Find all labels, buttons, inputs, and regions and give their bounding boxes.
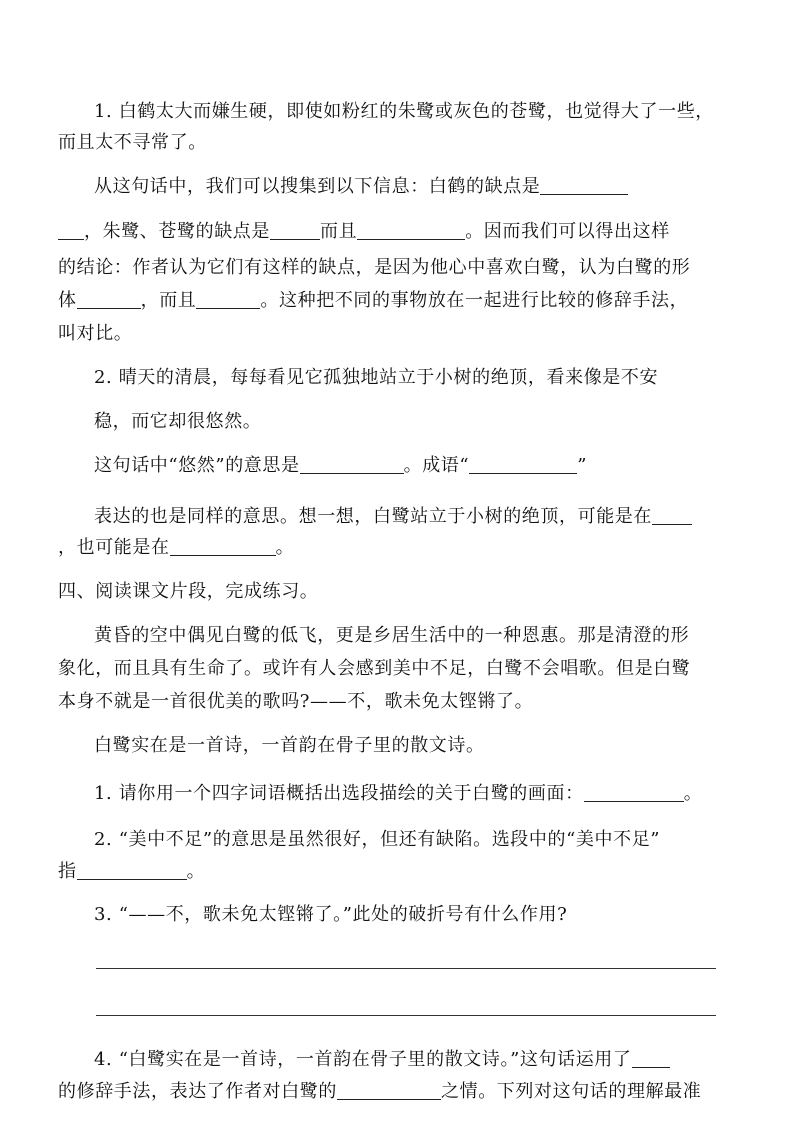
answer-blank-possibility-1[interactable] — [652, 506, 692, 525]
s4-q2-text: 指 — [58, 861, 77, 882]
answer-blank-flaw-refers[interactable] — [77, 861, 187, 880]
q2-text-a: 这句话中“悠然”的意思是 — [94, 455, 300, 476]
answer-blank-egret-trait[interactable] — [196, 290, 260, 309]
q1-prompt-line2 — [58, 218, 670, 246]
s4-q3: 3. “——不，歌未免太铿锵了。”此处的破折号有什么作用? — [94, 904, 568, 925]
q1-text-f: 。这种把不同的事物放在一起进行比较的修辞手法， — [260, 290, 689, 311]
q1-stem-line2: 而且太不寻常了。 — [58, 132, 207, 153]
q1-prompt-line1 — [94, 173, 628, 201]
passage-line-3: 本身不就是一首很优美的歌吗?——不，歌未免太铿锵了。 — [58, 691, 534, 712]
s4-q4-text-c: 之情。下列对这句话的理解最准 — [441, 1081, 702, 1102]
q2-stem-line1: 2. 晴天的清晨，每每看见它孤独地站立于小树的绝顶，看来像是不安 — [94, 367, 659, 388]
q2-prompt-line2 — [94, 503, 692, 531]
q2-text-c: ” — [577, 455, 588, 476]
s4-q1-text: 1. 请你用一个四字词语概括出选段描绘的关于白鹭的画面： — [94, 783, 584, 804]
q2-stem-line2: 稳，而它却很悠然。 — [94, 411, 262, 432]
q1-prompt-line5: 叫对比。 — [58, 323, 133, 344]
s4-q2-end: 。 — [186, 861, 206, 882]
q2-text-e: ，也可能是在 — [58, 537, 170, 558]
q2-prompt-line1 — [94, 452, 587, 480]
answer-line-1[interactable] — [96, 968, 716, 969]
s4-q1 — [94, 780, 702, 808]
q2-text-f: 。 — [275, 537, 295, 558]
answer-blank-rhetoric[interactable] — [632, 1049, 670, 1068]
q2-text-b: 。成语“ — [403, 455, 470, 476]
answer-blank-idiom[interactable] — [469, 455, 577, 474]
s4-q4-line1 — [94, 1046, 670, 1074]
q1-text-c: 。因而我们可以得出这样 — [465, 221, 670, 242]
q1-prompt-text: 从这句话中，我们可以搜集到以下信息：白鹤的缺点是 — [94, 176, 541, 197]
answer-blank-crane-flaw-cont[interactable] — [58, 221, 84, 240]
answer-blank-youran-meaning[interactable] — [300, 455, 404, 474]
answer-blank-ibis-flaw-2[interactable] — [357, 221, 465, 240]
answer-blank-crane-flaw[interactable] — [540, 176, 628, 195]
answer-blank-ibis-flaw-1[interactable] — [270, 221, 320, 240]
s4-q2-line2 — [58, 858, 205, 886]
q1-prompt-line3: 的结论：作者认为它们有这样的缺点，是因为他心中喜欢白鹭，认为白鹭的形 — [58, 257, 691, 278]
s4-q2-line1: 2. “美中不足”的意思是虽然很好，但还有缺陷。选段中的“美中不足” — [94, 829, 661, 850]
q1-stem-line1: 1. 白鹤太大而嫌生硬，即使如粉红的朱鹭或灰色的苍鹭，也觉得大了一些， — [94, 101, 714, 122]
section4-heading: 四、阅读课文片段，完成练习。 — [58, 581, 319, 602]
passage-line-1: 黄昏的空中偶见白鹭的低飞，更是乡居生活中的一种恩惠。那是清澄的形 — [94, 625, 690, 646]
answer-blank-feeling[interactable] — [337, 1081, 441, 1100]
q2-prompt-line3 — [58, 534, 294, 562]
answer-blank-egret-shape[interactable] — [77, 290, 141, 309]
q1-prompt-line4 — [58, 287, 688, 315]
passage-line-2: 象化，而且具有生命了。或许有人会感到美中不足，白鹭不会唱歌。但是白鹭 — [58, 658, 691, 679]
q1-text-a: ，朱鹭、苍鹭的缺点是 — [84, 221, 270, 242]
s4-q4-text: 4. “白鹭实在是一首诗，一首韵在骨子里的散文诗。”这句话运用了 — [94, 1049, 632, 1070]
s4-q4-line2 — [58, 1078, 701, 1106]
s4-q1-end: 。 — [683, 783, 703, 804]
q1-text-d: 体 — [58, 290, 77, 311]
q1-text-e: ，而且 — [140, 290, 197, 311]
passage-line-4: 白鹭实在是一首诗，一首韵在骨子里的散文诗。 — [94, 735, 485, 756]
answer-blank-possibility-2[interactable] — [170, 537, 276, 556]
answer-blank-four-char-phrase[interactable] — [584, 783, 684, 802]
answer-line-2[interactable] — [96, 1015, 716, 1016]
q2-text-d: 表达的也是同样的意思。想一想，白鹭站立于小树的绝顶，可能是在 — [94, 506, 652, 527]
q1-text-b: 而且 — [320, 221, 358, 242]
s4-q4-text-b: 的修辞手法，表达了作者对白鹭的 — [58, 1081, 337, 1102]
